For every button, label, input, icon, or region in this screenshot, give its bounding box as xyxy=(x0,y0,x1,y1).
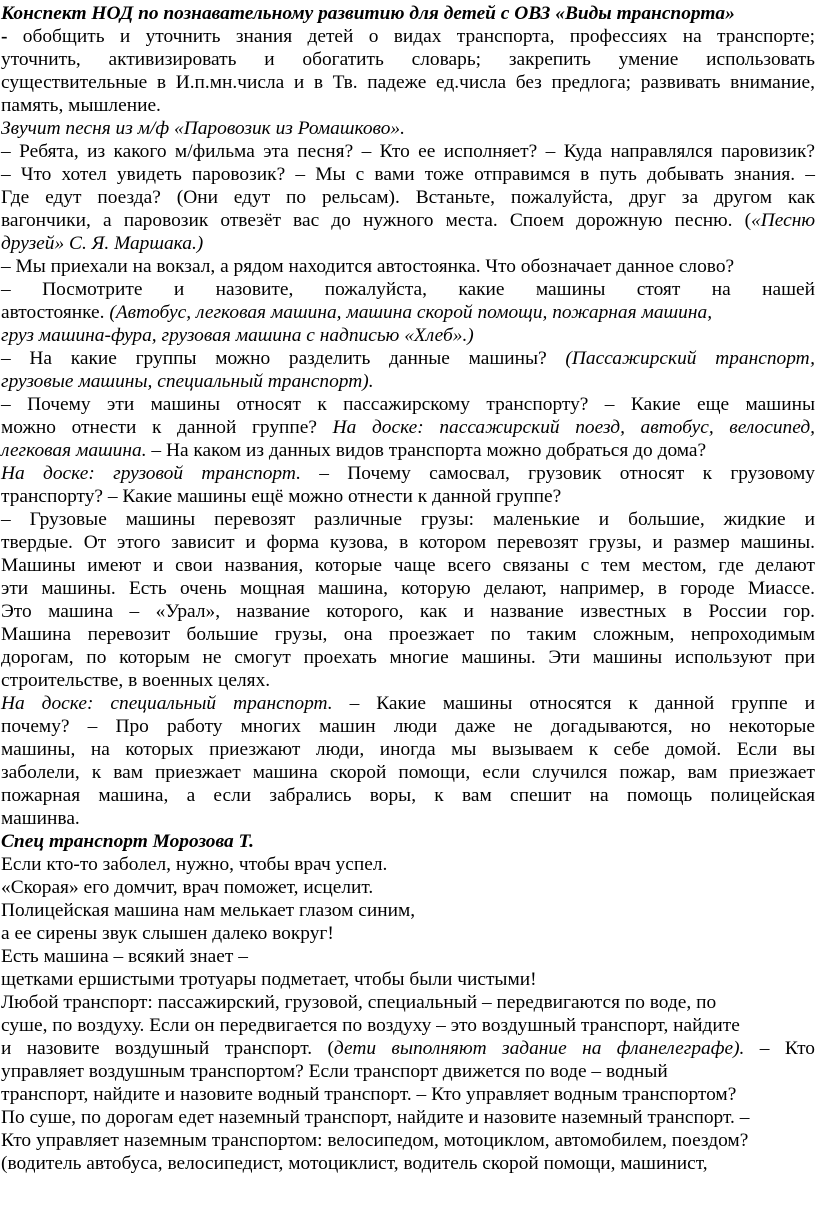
text-run: (водитель автобуса, велосипедист, мотоциклист, водитель скорой помощи, машинист, xyxy=(1,1153,708,1174)
text-line xyxy=(1,784,815,807)
text-line xyxy=(1,830,815,853)
text-run: щетками ершистыми тротуары подметает, чтобы были чистыми! xyxy=(1,969,537,990)
text-run: – Что хотел увидеть паровозик? – Мы с вами тоже отправимся в путь добывать знания. – xyxy=(1,164,815,185)
text-run: На доске: пассажирский поезд, автобус, велосипед, xyxy=(332,417,815,438)
text-run: существительные в И.п.мн.числа и в Тв. падеже ед.числа без предлога; развивать внимание, xyxy=(1,72,815,93)
text-line xyxy=(1,209,815,232)
text-run: – Какие машины относятся к данной группе и xyxy=(332,693,815,714)
text-run: Спец транспорт Морозова Т. xyxy=(1,831,254,852)
text-line xyxy=(1,25,815,48)
text-line xyxy=(1,255,815,278)
text-run: транспорту? – Какие машины ещё можно отнести к данной группе? xyxy=(1,486,562,507)
text-run: память, мышление. xyxy=(1,95,161,116)
text-line xyxy=(1,945,815,968)
text-line xyxy=(1,1037,815,1060)
text-line xyxy=(1,1083,815,1106)
text-line xyxy=(1,117,815,140)
text-run: – Почему эти машины относят к пассажирскому транспорту? – Какие еще машины xyxy=(1,394,815,415)
text-run: (Пассажирский транспорт, xyxy=(565,348,815,369)
text-run: машинва. xyxy=(1,808,80,829)
text-line xyxy=(1,186,815,209)
text-line xyxy=(1,485,815,508)
text-line xyxy=(1,278,815,301)
text-run: (Автобус, легковая машина, машина скорой помощи, пожарная машина, xyxy=(109,302,713,323)
text-run: строительстве, в военных целях. xyxy=(1,670,271,691)
text-run: – На каком из данных видов транспорта можно добраться до дома? xyxy=(146,440,707,461)
text-run: твердые. От этого зависит и форма кузова, в котором перевозят грузы, и размер машины. xyxy=(1,532,815,553)
text-run: машины, на которых приезжают люди, иногда мы вызываем к себе домой. Если вы xyxy=(1,739,815,760)
text-line xyxy=(1,1152,815,1175)
text-run: можно отнести к данной группе? xyxy=(1,417,333,438)
text-line xyxy=(1,692,815,715)
text-line xyxy=(1,991,815,1014)
text-line xyxy=(1,48,815,71)
text-run: автостоянке. xyxy=(1,302,110,323)
text-line xyxy=(1,439,815,462)
text-line xyxy=(1,899,815,922)
text-run: - xyxy=(1,26,23,47)
text-run: По суше, по дорогам едет наземный транспорт, найдите и назовите наземный транспорт. – xyxy=(1,1107,750,1128)
text-run: почему? – Про работу многих машин люди даже не догадываются, но некоторые xyxy=(1,716,815,737)
text-run: – Кто xyxy=(744,1038,815,1059)
text-line xyxy=(1,715,815,738)
text-run: а ее сирены звук слышен далеко вокруг! xyxy=(1,923,334,944)
text-line xyxy=(1,646,815,669)
text-run: Где едут поезда? (Они едут по рельсам). Встаньте, пожалуйста, друг за другом как xyxy=(1,187,815,208)
text-run: эти машины. Есть очень мощная машина, которую делают, например, в городе Миассе. xyxy=(1,578,815,599)
text-line xyxy=(1,232,815,255)
text-line xyxy=(1,853,815,876)
text-line xyxy=(1,94,815,117)
text-line xyxy=(1,301,815,324)
text-run: дети выполняют задание на фланелеграфе). xyxy=(333,1038,745,1059)
text-line xyxy=(1,416,815,439)
text-line xyxy=(1,577,815,600)
text-run: Полицейская машина нам мелькает глазом синим, xyxy=(1,900,416,921)
text-run: Звучит песня из м/ф «Паровозик из Ромашково». xyxy=(1,118,405,139)
text-line xyxy=(1,393,815,416)
text-line xyxy=(1,807,815,830)
text-line xyxy=(1,600,815,623)
text-run: грузовые машины, специальный транспорт). xyxy=(1,371,374,392)
text-line xyxy=(1,140,815,163)
text-line xyxy=(1,163,815,186)
text-line xyxy=(1,1106,815,1129)
text-run: Кто управляет наземным транспортом: велосипедом, мотоциклом, автомобилем, поездом? xyxy=(1,1130,749,1151)
text-line xyxy=(1,922,815,945)
text-run: друзей» С. Я. Маршака.) xyxy=(1,233,204,254)
text-line xyxy=(1,324,815,347)
text-line xyxy=(1,462,815,485)
text-run: Конспект НОД по познавательному развитию для детей с ОВЗ «Виды транспорта» xyxy=(1,3,735,24)
text-run: и назовите воздушный транспорт. ( xyxy=(1,1038,334,1059)
text-run: груз машина-фура, грузовая машина с надписью «Хлеб».) xyxy=(1,325,474,346)
text-line xyxy=(1,738,815,761)
text-run: – Ребята, из какого м/фильма эта песня? – Кто ее исполняет? – Куда направлялся паровизик? xyxy=(1,141,815,162)
text-run: дорогам, по которым не смогут проехать многие машины. Эти машины используют при xyxy=(1,647,815,668)
text-line xyxy=(1,1060,815,1083)
text-run: легковая машина. xyxy=(1,440,147,461)
text-line xyxy=(1,968,815,991)
text-line xyxy=(1,669,815,692)
text-line xyxy=(1,508,815,531)
text-run: На доске: грузовой транспорт. xyxy=(1,463,301,484)
text-run: – Посмотрите и назовите, пожалуйста, какие машины стоят на нашей xyxy=(1,279,815,300)
text-run: суше, по воздуху. Если он передвигается по воздуху – это воздушный транспорт, найдите xyxy=(1,1015,740,1036)
text-line xyxy=(1,531,815,554)
text-line xyxy=(1,876,815,899)
text-run: управляет воздушным транспортом? Если транспорт движется по воде – водный xyxy=(1,1061,668,1082)
text-run: пожарная машина, а если забрались воры, к вам спешит на помощь полицейская xyxy=(1,785,815,806)
text-run: обобщить и уточнить знания детей о видах транспорта, профессиях на транспорте; xyxy=(22,26,815,47)
text-line xyxy=(1,1014,815,1037)
text-line xyxy=(1,347,815,370)
text-run: Любой транспорт: пассажирский, грузовой, специальный – передвигаются по воде, по xyxy=(1,992,717,1013)
text-line xyxy=(1,2,815,25)
text-run: – Почему самосвал, грузовик относят к грузовому xyxy=(300,463,815,484)
text-run: – Грузовые машины перевозят различные грузы: маленькие и большие, жидкие и xyxy=(1,509,815,530)
text-run: Если кто-то заболел, нужно, чтобы врач успел. xyxy=(1,854,388,875)
text-line xyxy=(1,370,815,393)
text-run: На доске: специальный транспорт. xyxy=(1,693,333,714)
text-line xyxy=(1,623,815,646)
text-run: Это машина – «Урал», название которого, как и название известных в России гор. xyxy=(1,601,815,622)
text-run: «Песню xyxy=(751,210,815,231)
text-line xyxy=(1,761,815,784)
text-run: вагончики, а паровозик отвезёт вас до нужного места. Споем дорожную песню. ( xyxy=(1,210,752,231)
text-run: уточнить, активизировать и обогатить словарь; закрепить умение использовать xyxy=(1,49,815,70)
text-run: заболели, к вам приезжает машина скорой помощи, если случился пожар, вам приезжает xyxy=(1,762,815,783)
text-line xyxy=(1,71,815,94)
text-run: – Мы приехали на вокзал, а рядом находится автостоянка. Что обозначает данное слово? xyxy=(1,256,735,277)
text-run: транспорт, найдите и назовите водный транспорт. – Кто управляет водным транспортом? xyxy=(1,1084,737,1105)
text-run: Машины имеют и свои названия, которые чаще всего связаны с тем местом, где делают xyxy=(1,555,815,576)
text-line xyxy=(1,554,815,577)
text-run: Есть машина – всякий знает – xyxy=(1,946,248,967)
text-run: Машина перевозит большие грузы, она проезжает по таким сложным, непроходимым xyxy=(1,624,815,645)
text-run: «Скорая» его домчит, врач поможет, исцелит. xyxy=(1,877,374,898)
text-run: – На какие группы можно разделить данные машины? xyxy=(1,348,566,369)
text-line xyxy=(1,1129,815,1152)
